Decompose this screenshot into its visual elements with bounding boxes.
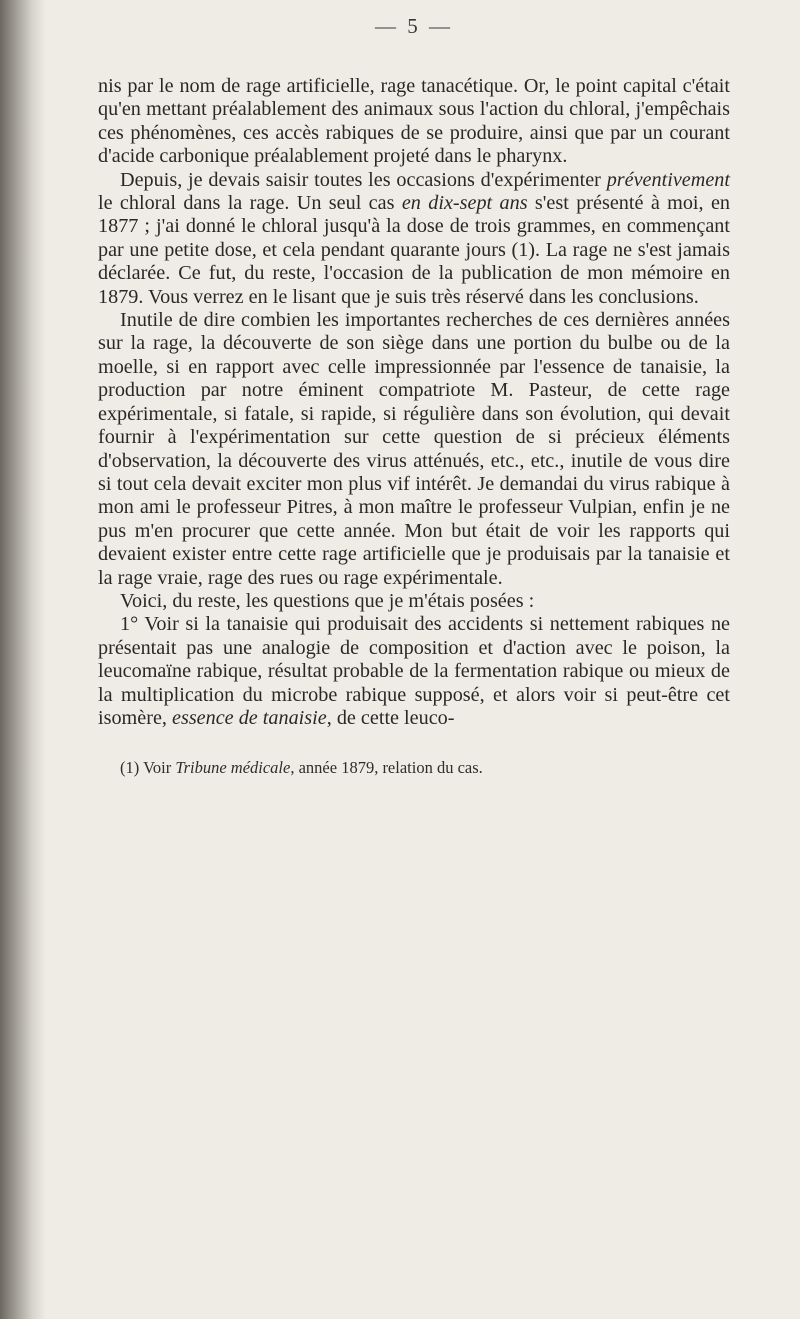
- paragraph-5: [98, 613, 730, 730]
- text-run: nis par le nom de rage artificielle, rage tanacétique. Or, le point capital c'était qu'en mettant préalablement des animaux sous l'action du chloral, j'empêchais ces phénomènes, ces accès rabiques de se produire, ainsi que par un courant d'acide carbonique préalablement projeté dans le pharynx.: [98, 75, 730, 168]
- body-text: [98, 75, 730, 730]
- text-run: Voici, du reste, les questions que je m'étais posées :: [120, 589, 535, 612]
- paragraph-4: [98, 590, 730, 613]
- text-run: , année 1879, relation du cas.: [290, 758, 483, 778]
- paragraph-1: [98, 75, 730, 169]
- text-run: s'est présenté à moi, en 1877 ; j'ai donné le chloral jusqu'à la dose de trois grammes, en commençant par une petite dose, et cela pendant quarante jours (1). La rage ne s'est jamais déclarée. Ce fut, du reste, l'occasion de la publication de mon mémoire en 1879. Vous verrez en le lisant que je suis très réservé dans les conclusions.: [98, 192, 730, 308]
- italic-run: Tribune médicale: [175, 758, 291, 778]
- footnote: [98, 758, 730, 778]
- text-run: Inutile de dire combien les importantes recherches de ces dernières années sur la rage, la découverte de son siège dans une portion du bulbe ou de la moelle, si en rapport avec celle impressionnée par l'essence de tanaisie, la production par notre éminent compatriote M. Pasteur, de cette rage expérimentale, si fatale, si rapide, si régulière dans son évolution, qui devait fournir à l'expérimentation sur cette question de si précieux éléments d'observation, la découverte des virus atténués, etc., etc., inutile de vous dire si tout cela devait exciter mon plus vif intérêt. Je demandai du virus rabique à mon ami le professeur Pitres, à mon maître le professeur Vulpian, enfin je ne pus m'en procurer que cette année. Mon but était de voir les rapports qui devaient exister entre cette rage artificielle que je produisais par la tanaisie et la rage vraie, rage des rues ou rage expérimentale.: [98, 309, 730, 589]
- page-binding-shadow: [0, 0, 46, 1319]
- paragraph-3: [98, 309, 730, 590]
- text-run: 1° Voir si la tanaisie qui produisait des accidents si nettement rabiques ne présentait pas une analogie de composition et d'action avec le poison, la leucomaïne rabique, résultat probable de la fermentation rabique ou mieux de la multiplication du microbe rabique supposé, et alors voir si peut-être cet isomère,: [98, 613, 730, 729]
- page-number: — 5 —: [375, 14, 453, 38]
- italic-run: en dix-sept ans: [401, 192, 528, 215]
- italic-run: préventivement: [606, 168, 730, 191]
- italic-run: essence de tanaisie: [172, 706, 327, 729]
- paragraph-2: [98, 169, 730, 309]
- text-run: , de cette leuco-: [326, 706, 455, 729]
- text-run: le chloral dans la rage. Un seul cas: [98, 192, 402, 215]
- text-run: Depuis, je devais saisir toutes les occasions d'expérimenter: [120, 168, 607, 191]
- document-page: [98, 14, 730, 778]
- text-run: (1) Voir: [120, 758, 176, 778]
